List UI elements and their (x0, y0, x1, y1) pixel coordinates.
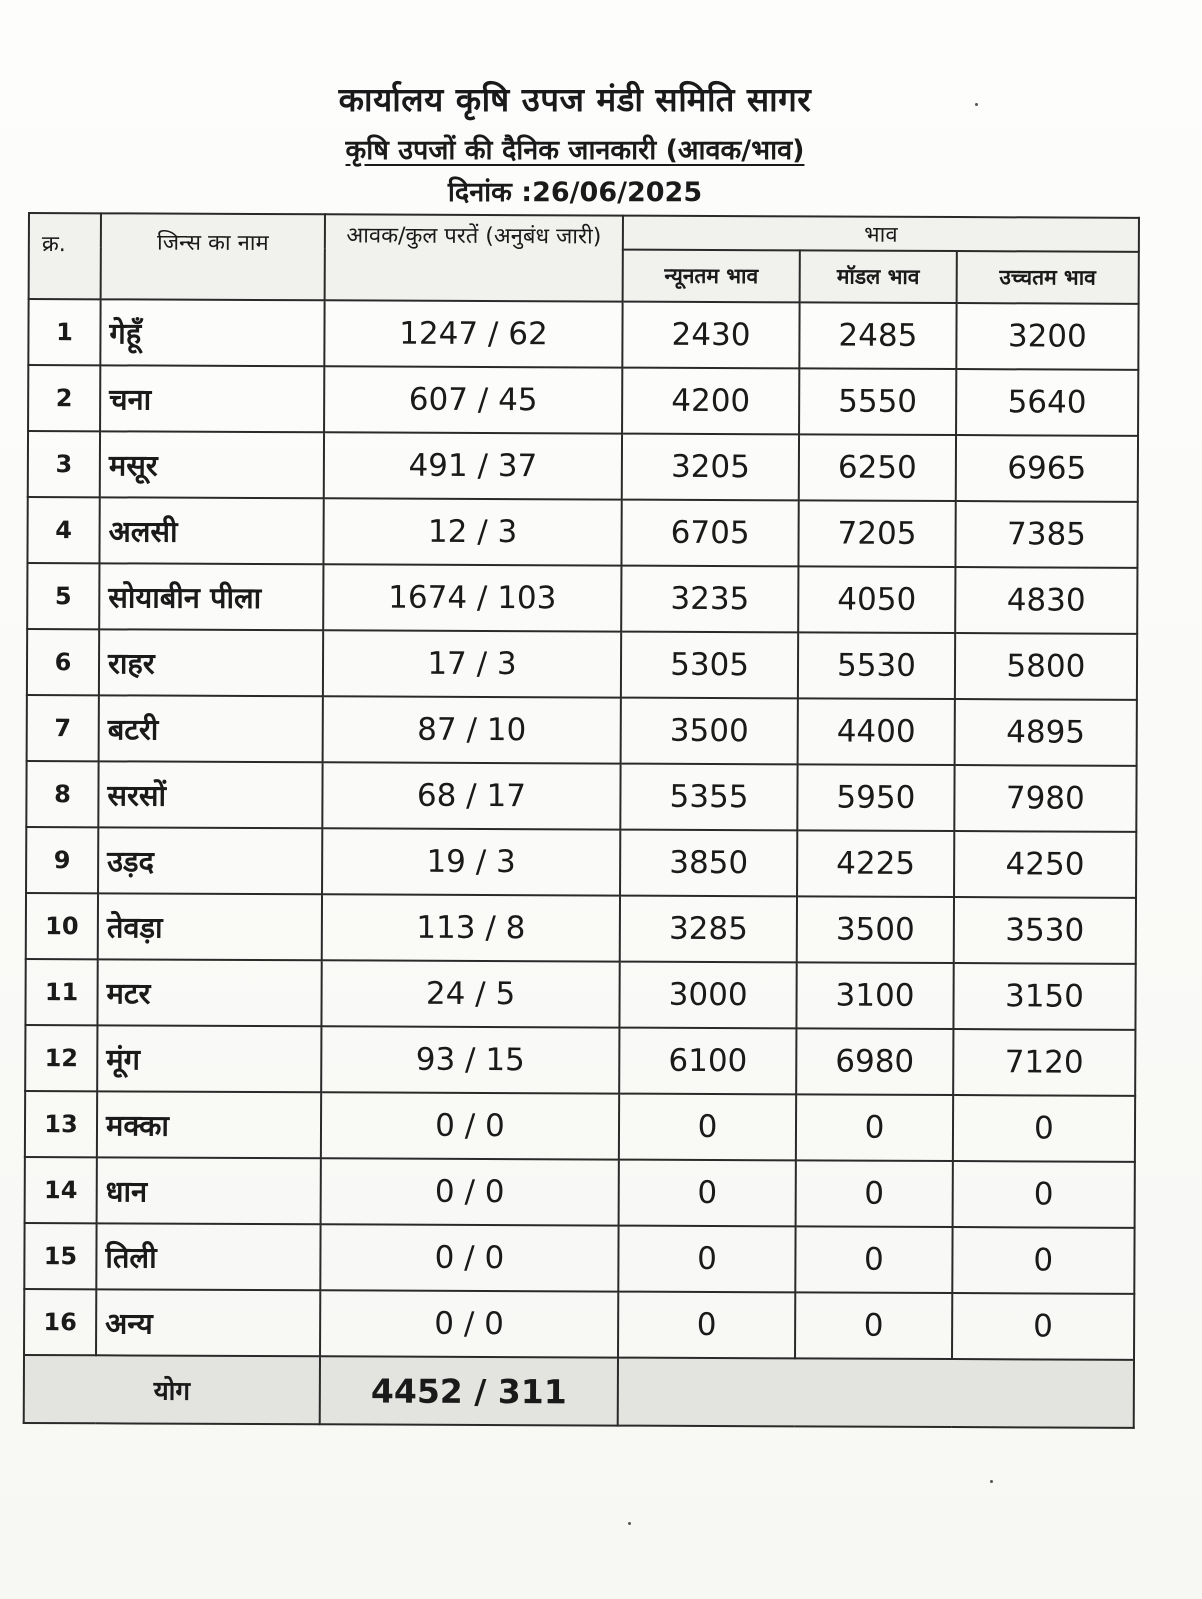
serial-cell: 11 (25, 959, 97, 1025)
max-price-cell: 0 (952, 1161, 1135, 1228)
min-price-cell: 3850 (620, 830, 797, 897)
modal-price-cell: 4225 (797, 830, 954, 897)
commodity-cell: मक्का (97, 1091, 321, 1158)
serial-cell: 9 (26, 827, 98, 893)
report-subtitle (0, 130, 1150, 167)
table-row (27, 563, 1137, 634)
total-row (24, 1355, 1134, 1428)
commodity-cell: तिली (96, 1223, 320, 1290)
max-price-cell: 3530 (954, 897, 1137, 964)
commodity-cell: सरसों (98, 761, 322, 828)
commodity-cell: बटरी (99, 695, 323, 762)
max-price-cell: 7385 (955, 501, 1138, 568)
modal-price-cell: 6250 (799, 434, 956, 501)
min-price-cell: 3500 (621, 698, 798, 765)
min-price-cell: 4200 (622, 368, 799, 435)
modal-price-cell: 3100 (797, 962, 954, 1029)
office-title: कार्यालय कृषि उपज मंडी समिति सागर (338, 80, 812, 119)
arrival-cell: 113 / 8 (322, 894, 620, 961)
min-price-cell: 3205 (622, 434, 799, 501)
arrival-cell: 68 / 17 (322, 762, 620, 829)
serial-cell: 14 (25, 1157, 97, 1223)
modal-price-cell: 0 (795, 1226, 952, 1293)
min-price-cell: 2430 (622, 302, 799, 369)
serial-cell: 15 (24, 1223, 96, 1289)
column-header-modal-price: मॉडल भाव (800, 250, 957, 303)
modal-price-cell: 7205 (799, 500, 956, 567)
arrival-cell: 0 / 0 (320, 1290, 618, 1357)
table-row (28, 431, 1138, 502)
arrival-cell: 24 / 5 (321, 960, 619, 1027)
min-price-cell: 5305 (621, 632, 798, 699)
total-value: 4452 / 311 (320, 1356, 618, 1425)
min-price-cell: 0 (619, 1094, 796, 1161)
min-price-cell: 3000 (619, 962, 796, 1029)
table-row (25, 1091, 1135, 1162)
commodity-cell: उड़द (98, 827, 322, 894)
table-row (27, 497, 1137, 568)
min-price-cell: 3285 (620, 896, 797, 963)
table-body (24, 299, 1139, 1360)
max-price-cell: 7980 (954, 765, 1137, 832)
arrival-cell: 12 / 3 (323, 498, 621, 565)
serial-cell: 13 (25, 1091, 97, 1157)
max-price-cell: 0 (952, 1293, 1135, 1360)
column-header-commodity: जिन्स का नाम (101, 213, 325, 300)
serial-cell: 2 (28, 365, 100, 431)
commodity-cell: तेवड़ा (98, 893, 322, 960)
scan-speck (975, 103, 978, 106)
serial-cell: 12 (25, 1025, 97, 1091)
arrival-cell: 0 / 0 (321, 1158, 619, 1225)
max-price-cell: 5800 (955, 633, 1138, 700)
serial-cell: 3 (28, 431, 100, 497)
modal-price-cell: 0 (796, 1094, 953, 1161)
max-price-cell: 6965 (956, 435, 1139, 502)
commodity-cell: राहर (99, 629, 323, 696)
serial-cell: 6 (27, 629, 99, 695)
serial-cell: 1 (28, 299, 100, 365)
table-row (25, 1157, 1135, 1228)
total-label: योग (24, 1355, 320, 1424)
commodity-cell: मसूर (100, 431, 324, 498)
scan-speck (628, 1522, 631, 1525)
serial-cell: 10 (26, 893, 98, 959)
max-price-cell: 4830 (955, 567, 1138, 634)
modal-price-cell: 5950 (797, 764, 954, 831)
commodity-cell: सोयाबीन पीला (99, 563, 323, 630)
modal-price-cell: 0 (795, 1292, 952, 1359)
arrival-cell: 87 / 10 (323, 696, 621, 763)
min-price-cell: 3235 (621, 566, 798, 633)
modal-price-cell: 6980 (796, 1028, 953, 1095)
column-header-arrival: आवक/कुल परतें (अनुबंध जारी) (325, 214, 623, 301)
modal-price-cell: 2485 (799, 302, 956, 369)
arrival-cell: 491 / 37 (324, 432, 622, 499)
table-row (27, 695, 1137, 766)
arrival-cell: 1247 / 62 (324, 300, 622, 367)
commodity-cell: गेहूँ (100, 299, 324, 366)
column-header-price-group: भाव (623, 216, 1139, 252)
max-price-cell: 3200 (956, 303, 1139, 370)
commodity-cell: चना (100, 365, 324, 432)
modal-price-cell: 4050 (798, 566, 955, 633)
commodity-cell: मटर (97, 959, 321, 1026)
arrival-cell: 1674 / 103 (323, 564, 621, 631)
min-price-cell: 0 (618, 1292, 795, 1359)
modal-price-cell: 5550 (799, 368, 956, 435)
table-row (24, 1223, 1134, 1294)
commodity-cell: धान (97, 1157, 321, 1224)
min-price-cell: 5355 (620, 764, 797, 831)
max-price-cell: 7120 (953, 1029, 1136, 1096)
table-row (28, 365, 1138, 436)
modal-price-cell: 3500 (797, 896, 954, 963)
serial-cell: 7 (27, 695, 99, 761)
modal-price-cell: 0 (796, 1160, 953, 1227)
max-price-cell: 0 (953, 1095, 1136, 1162)
table-row (26, 761, 1136, 832)
serial-cell: 8 (26, 761, 98, 827)
modal-price-cell: 5530 (798, 632, 955, 699)
max-price-cell: 4895 (954, 699, 1137, 766)
report-date: दिनांक :26/06/2025 (447, 177, 703, 208)
report-subtitle-text: कृषि उपजों की दैनिक जानकारी (आवक/भाव) (345, 135, 805, 166)
column-header-min-price: न्यूनतम भाव (623, 250, 800, 303)
column-header-max-price: उच्चतम भाव (956, 251, 1138, 304)
mandi-price-table (23, 212, 1140, 1429)
commodity-cell: अलसी (99, 497, 323, 564)
min-price-cell: 6705 (621, 500, 798, 567)
table-row (26, 827, 1136, 898)
column-header-serial: क्र. (29, 213, 101, 299)
table-row (25, 959, 1135, 1030)
arrival-cell: 93 / 15 (321, 1026, 619, 1093)
arrival-cell: 0 / 0 (321, 1092, 619, 1159)
max-price-cell: 4250 (954, 831, 1137, 898)
arrival-cell: 0 / 0 (320, 1224, 618, 1291)
total-price-blank (618, 1358, 1134, 1428)
commodity-cell: अन्य (96, 1289, 320, 1356)
serial-cell: 5 (27, 563, 99, 629)
table-row (27, 629, 1137, 700)
max-price-cell: 0 (952, 1227, 1135, 1294)
min-price-cell: 0 (619, 1160, 796, 1227)
max-price-cell: 3150 (953, 963, 1136, 1030)
table-row (24, 1289, 1134, 1360)
commodity-cell: मूंग (97, 1025, 321, 1092)
arrival-cell: 19 / 3 (322, 828, 620, 895)
max-price-cell: 5640 (956, 369, 1139, 436)
min-price-cell: 6100 (619, 1028, 796, 1095)
table-row (25, 1025, 1135, 1096)
arrival-cell: 17 / 3 (323, 630, 621, 697)
serial-cell: 16 (24, 1289, 96, 1355)
serial-cell: 4 (27, 497, 99, 563)
modal-price-cell: 4400 (798, 698, 955, 765)
min-price-cell: 0 (618, 1226, 795, 1293)
scan-speck (990, 1480, 993, 1483)
table-row (28, 299, 1138, 370)
table-row (26, 893, 1136, 964)
arrival-cell: 607 / 45 (324, 366, 622, 433)
